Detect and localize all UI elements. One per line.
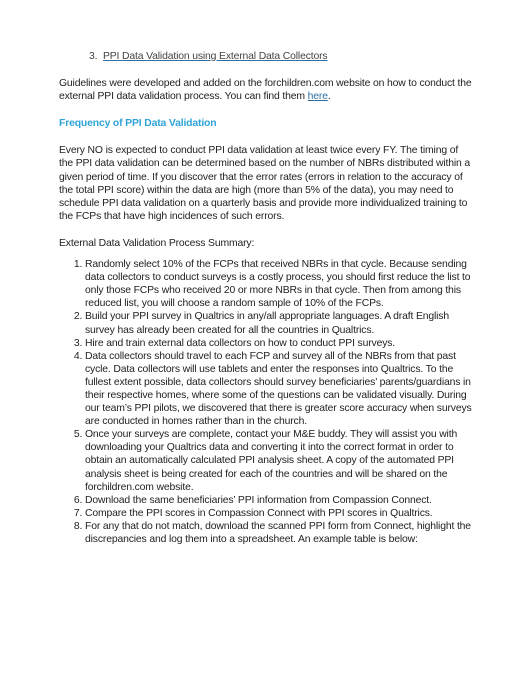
list-item: 7. Compare the PPI scores in Compassion Connect with PPI scores in Qualtrics. [85,507,472,520]
section-number: 3. [89,51,98,62]
summary-title: External Data Validation Process Summary: [59,237,255,249]
intro-paragraph [59,77,472,103]
intro-period: . [327,91,331,103]
frequency-paragraph: Every NO is expected to conduct PPI data validation at least twice every FY. The timing of the PPI data validation can be determined based on the number of NBRs distributed within a given period of time. If you discover that the error rates (errors in relation to the accuracy of the total PPI score) within the data are high (more than 5% of the data), you may need to schedule PPI data validation on a quarterly basis and provide more individualized training to the FCPs that have high incidences of such errors. [59,145,471,222]
frequency-heading: Frequency of PPI Data Validation [59,118,217,130]
section-title: PPI Data Validation using External Data Collectors [103,51,328,62]
list-item: 6. Download the same beneficiaries’ PPI information from Compassion Connect. [85,494,472,507]
intro-text: Guidelines were developed and added on the forchildren.com website on how to conduct the external PPI data validation process. You can find them [59,78,472,103]
list-item: 1. Randomly select 10% of the FCPs that received NBRs in that cycle. Because sending data collectors to conduct surveys is a costly process, you should first reduce the list to only those FCPs who received 20 or more NBRs in that cycle. Then from among this reduced list, you will choose a random sample of 10% of the FCPs. [85,258,472,310]
list-item: 4. Data collectors should travel to each FCP and survey all of the NBRs from that past cycle. Data collectors will use tablets and enter the responses into Qualtrics. To the fullest extent possible, data collectors should survey beneficiaries’ parents/guardians in their respective homes, where some of the questions can be validated visually. During our team’s PPI pilots, we discovered that there is greater score accuracy when surveys are conducted in homes rather than in the church. [85,350,472,429]
section-heading [89,50,472,63]
process-steps-list [59,258,472,546]
list-item: 8. For any that do not match, download the scanned PPI form from Connect, highlight the discrepancies and log them into a spreadsheet. An example table is below: [85,520,472,546]
list-item: 2. Build your PPI survey in Qualtrics in any/all appropriate languages. A draft English survey has already been created for all the countries in Qualtrics. [85,310,472,336]
list-item: 3. Hire and train external data collectors on how to conduct PPI surveys. [85,337,472,350]
here-link[interactable]: here [307,91,328,103]
list-item: 5. Once your surveys are complete, contact your M&E buddy. They will assist you with downloading your Qualtrics data and converting it into the correct format in order to obtain an automatically calculated PPI analysis sheet. A copy of the automated PPI analysis sheet is being created for each of the countries and will be shared on the forchildren.com website. [85,428,472,493]
